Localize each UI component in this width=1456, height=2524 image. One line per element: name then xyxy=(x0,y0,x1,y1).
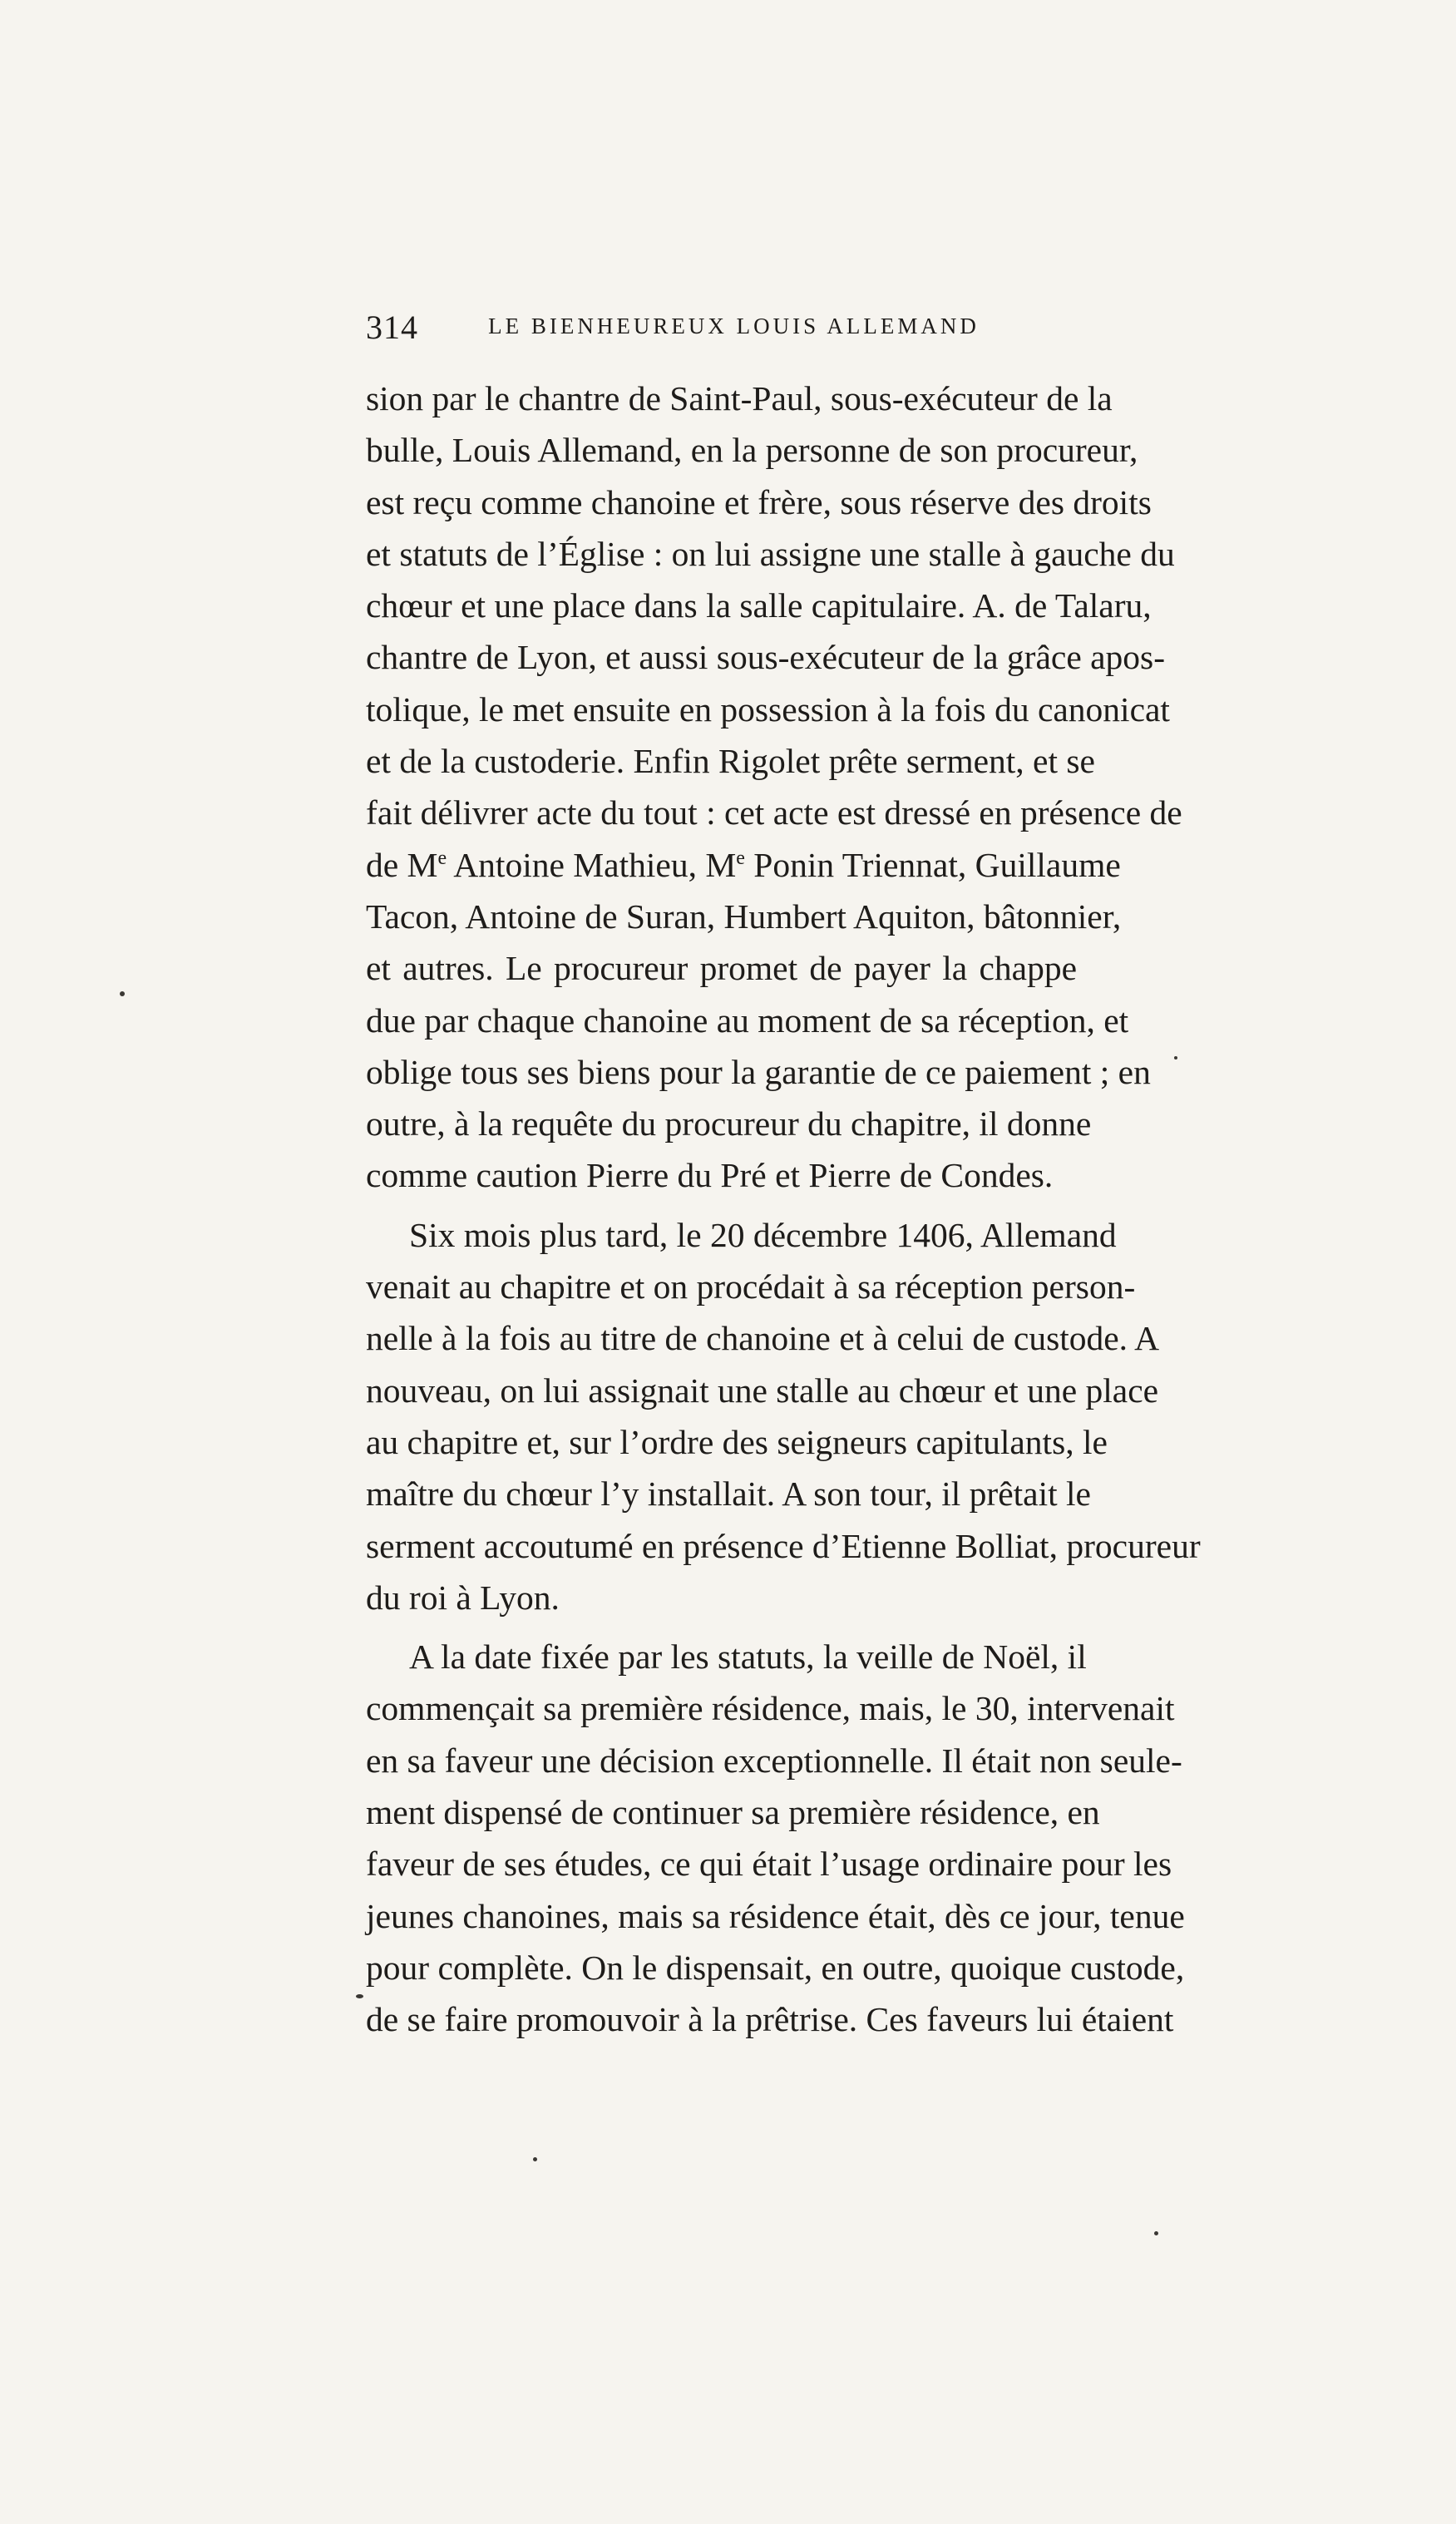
superscript: e xyxy=(736,847,745,869)
text-line: nelle à la fois au titre de chanoine et à celui de custode. A xyxy=(366,1319,1160,1358)
paper-speck xyxy=(356,1994,363,1998)
text-line: venait au chapitre et on procédait à sa réception person- xyxy=(366,1267,1136,1306)
text-line: faveur de ses études, ce qui était l’usage ordinaire pour les xyxy=(366,1845,1172,1884)
text-line: pour complète. On le dispensait, en outre, quoique custode, xyxy=(366,1948,1185,1987)
text-line: ment dispensé de continuer sa première résidence, en xyxy=(366,1793,1100,1832)
text-line: oblige tous ses biens pour la garantie de ce paiement ; en xyxy=(366,1052,1151,1091)
text-line: et autres. Le procureur promet de payer la chappe xyxy=(366,949,1077,988)
text-line: chantre de Lyon, et aussi sous-exécuteur de la grâce apos- xyxy=(366,638,1166,677)
line-segment: Ponin Triennat, Guillaume xyxy=(744,845,1121,884)
page-number: 314 xyxy=(366,309,418,346)
paper-speck xyxy=(1154,2231,1158,2235)
text-line: au chapitre et, sur l’ordre des seigneurs capitulants, le xyxy=(366,1422,1108,1461)
line-segment: de M xyxy=(366,845,438,884)
paragraph-2 xyxy=(366,1209,1201,1623)
paper-speck xyxy=(533,2157,537,2161)
text-line: A la date fixée par les statuts, la veille de Noël, il xyxy=(409,1637,1087,1677)
text-line: tolique, le met ensuite en possession à la fois du canonicat xyxy=(366,689,1170,729)
text-line: nouveau, on lui assignait une stalle au chœur et une place xyxy=(366,1371,1159,1410)
text-line: de se faire promouvoir à la prêtrise. Ces faveurs lui étaient xyxy=(366,2000,1174,2039)
paper-speck xyxy=(1174,1056,1177,1059)
text-line: Tacon, Antoine de Suran, Humbert Aquiton, bâtonnier, xyxy=(366,896,1122,936)
running-head xyxy=(366,308,1077,358)
running-title: LE BIENHEUREUX LOUIS ALLEMAND xyxy=(488,314,980,338)
superscript: e xyxy=(437,847,447,869)
text-line: due par chaque chanoine au moment de sa réception, et xyxy=(366,1000,1129,1040)
body-text xyxy=(366,373,1201,2046)
line-segment: Antoine Mathieu, M xyxy=(447,845,737,884)
paragraph-3 xyxy=(366,1631,1185,2045)
text-line: maître du chœur l’y installait. A son tour, il prêtait le xyxy=(366,1474,1091,1514)
text-line: comme caution Pierre du Pré et Pierre de Condes. xyxy=(366,1156,1054,1195)
paragraph-1 xyxy=(366,373,1182,1202)
text-line: du roi à Lyon. xyxy=(366,1578,560,1617)
text-line: bulle, Louis Allemand, en la personne de son procureur, xyxy=(366,431,1138,470)
text-line: outre, à la requête du procureur du chapitre, il donne xyxy=(366,1104,1092,1143)
text-line: et statuts de l’Église : on lui assigne une stalle à gauche du xyxy=(366,534,1175,573)
text-line-with-superscripts xyxy=(366,839,1121,891)
text-line: commençait sa première résidence, mais, le 30, intervenait xyxy=(366,1689,1175,1728)
paper-speck xyxy=(120,991,125,996)
text-line: Six mois plus tard, le 20 décembre 1406, Allemand xyxy=(409,1215,1117,1254)
text-line: fait délivrer acte du tout : cet acte est dressé en présence de xyxy=(366,793,1182,832)
text-line: sion par le chantre de Saint-Paul, sous-exécuteur de la xyxy=(366,379,1113,417)
text-line: est reçu comme chanoine et frère, sous réserve des droits xyxy=(366,482,1152,521)
text-line: jeunes chanoines, mais sa résidence était, dès ce jour, tenue xyxy=(366,1896,1185,1935)
text-line: et de la custoderie. Enfin Rigolet prête serment, et se xyxy=(366,742,1095,781)
text-line: serment accoutumé en présence d’Etienne Bolliat, procureur xyxy=(366,1526,1201,1565)
text-line: en sa faveur une décision exceptionnelle. Il était non seule- xyxy=(366,1741,1182,1780)
text-line: chœur et une place dans la salle capitulaire. A. de Talaru, xyxy=(366,586,1152,625)
